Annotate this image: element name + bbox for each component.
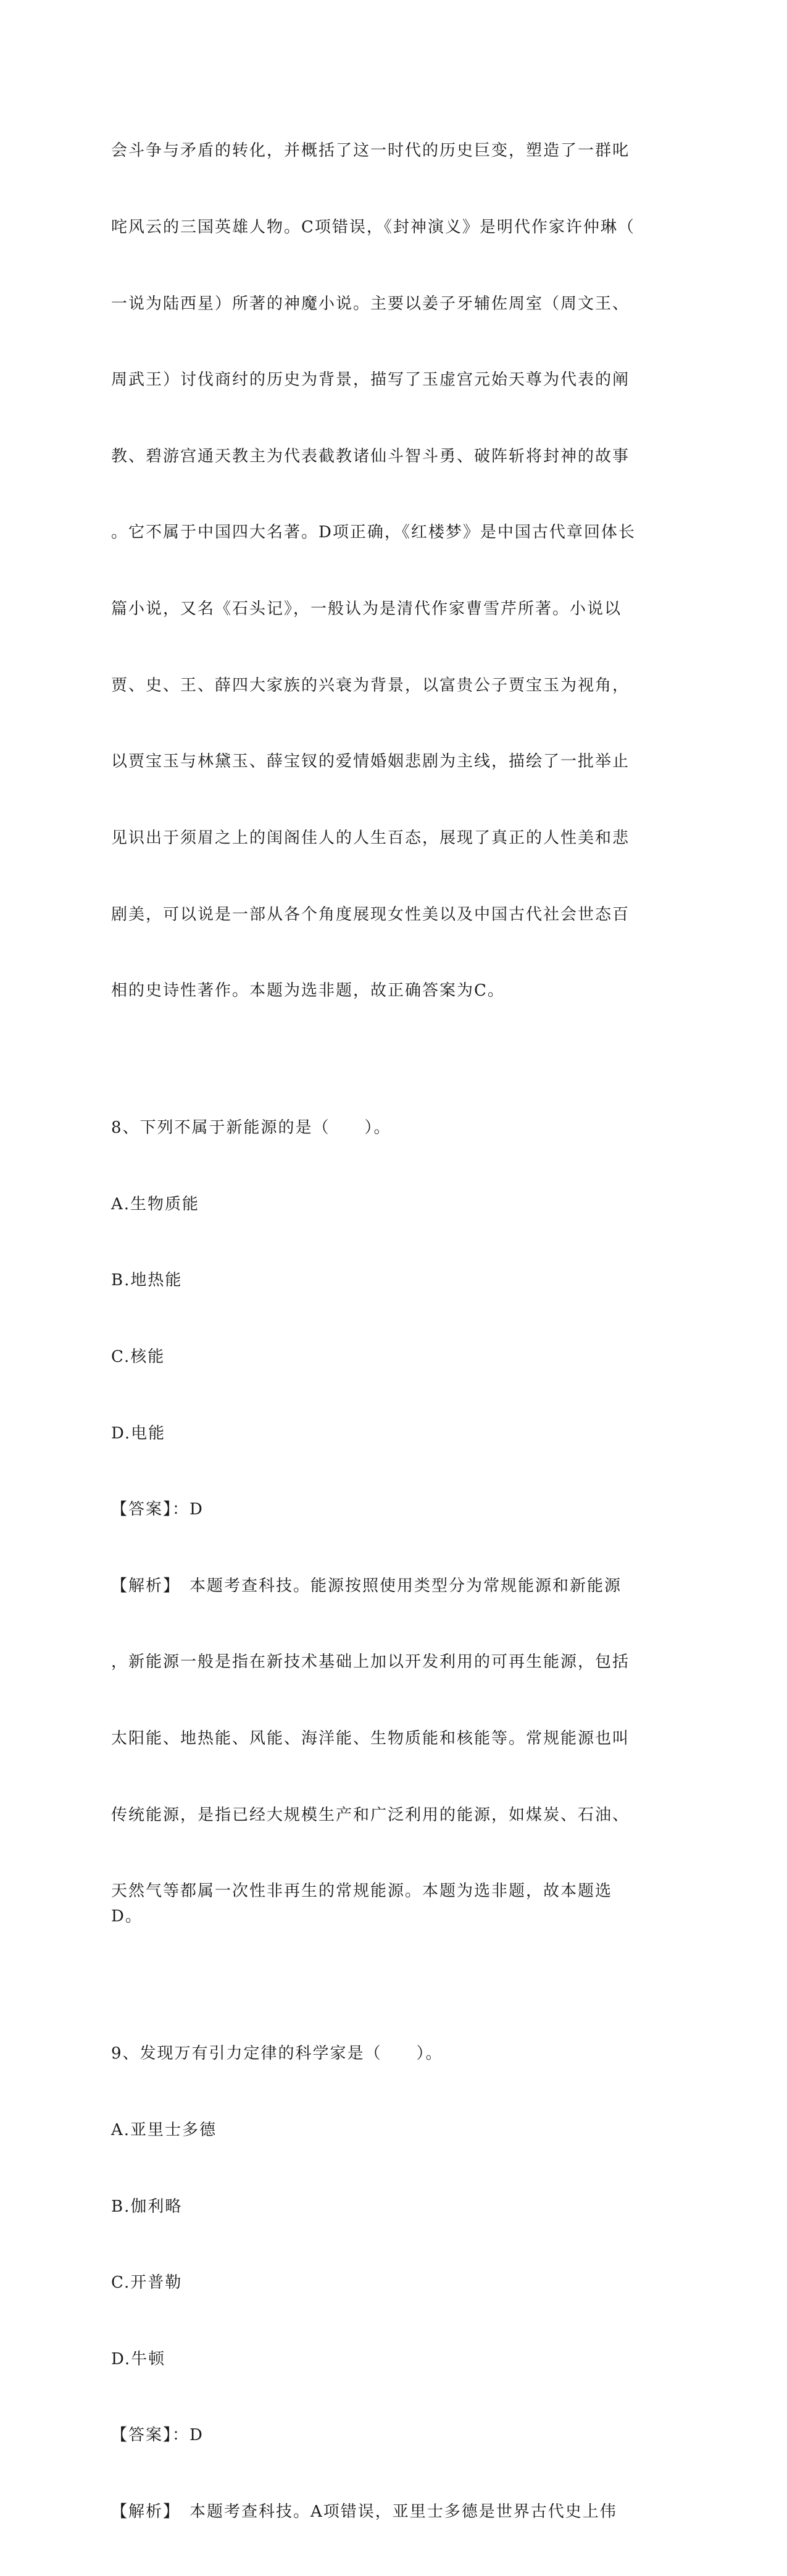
previous-analysis-continuation (111, 88, 642, 1055)
text-line: 以贾宝玉与林黛玉、薛宝钗的爱情婚姻悲剧为主线，描绘了一批举止 (111, 752, 630, 771)
analysis-line: 【解析】 本题考查科技。能源按照使用类型分为常规能源和新能源 (111, 1576, 622, 1595)
option-b: B.伽利略 (111, 2197, 183, 2216)
text-line: 贾、史、王、薛四大家族的兴衰为背景，以富贵公子贾宝玉为视角， (111, 676, 630, 695)
text-line: 教、碧游宫通天教主为代表截教诸仙斗智斗勇、破阵斩将封神的故事 (111, 447, 630, 466)
question-stem: 9、发现万有引力定律的科学家是（ ）。 (111, 2044, 443, 2063)
analysis-line: 天然气等都属一次性非再生的常规能源。本题为选非题，故本题选D。 (111, 1882, 613, 1926)
analysis-line: 【解析】 本题考查科技。A项错误，亚里士多德是世界古代史上伟 (111, 2503, 617, 2522)
option-c: C.核能 (111, 1347, 165, 1366)
question-stem: 8、下列不属于新能源的是（ ）。 (111, 1118, 391, 1138)
analysis-line: 太阳能、地热能、风能、海洋能、生物质能和核能等。常规能源也叫 (111, 1729, 630, 1748)
option-d: D.电能 (111, 1424, 166, 1443)
text-line: 篇小说，又名《石头记》，一般认为是清代作家曹雪芹所著。小说以 (111, 600, 622, 619)
text-line: 见识出于须眉之上的闺阁佳人的人生百态，展现了真正的人性美和悲 (111, 828, 630, 847)
analysis-line: ，新能源一般是指在新技术基础上加以开发利用的可再生能源，包括 (111, 1653, 630, 1672)
option-d: D.牛顿 (111, 2349, 166, 2368)
text-line: 会斗争与矛盾的转化，并概括了这一时代的历史巨变，塑造了一群叱 (111, 141, 630, 161)
text-line: 相的史诗性著作。本题为选非题，故正确答案为C。 (111, 981, 505, 1001)
analysis-line: 传统能源，是指已经大规模生产和广泛利用的能源，如煤炭、石油、 (111, 1805, 630, 1824)
answer-line: 【答案】：D (111, 2426, 204, 2445)
question-9 (111, 1991, 642, 2576)
text-line: 周武王）讨伐商纣的历史为背景，描写了玉虚宫元始天尊为代表的阐 (111, 371, 630, 390)
text-line: 剧美，可以说是一部从各个角度展现女性美以及中国古代社会世态百 (111, 905, 630, 924)
question-8 (111, 1065, 642, 1981)
answer-line: 【答案】：D (111, 1500, 204, 1519)
text-line: 。它不属于中国四大名著。D项正确，《红楼梦》是中国古代章回体长 (111, 523, 636, 542)
option-b: B.地热能 (111, 1271, 183, 1290)
document-page (111, 88, 642, 2576)
option-a: A.生物质能 (111, 1194, 200, 1214)
text-line: 咤风云的三国英雄人物。C项错误，《封神演义》是明代作家许仲琳（ (111, 218, 635, 237)
text-line: 一说为陆西星）所著的神魔小说。主要以姜子牙辅佐周室（周文王、 (111, 294, 630, 313)
option-c: C.开普勒 (111, 2273, 183, 2293)
option-a: A.亚里士多德 (111, 2121, 217, 2140)
